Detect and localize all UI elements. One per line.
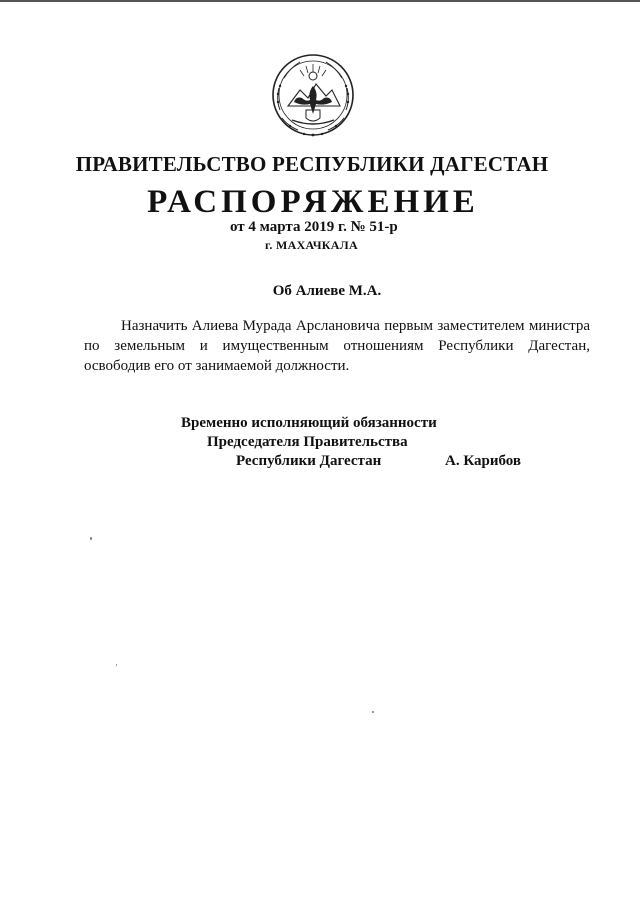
signature-position-line1: Временно исполняющий обязанности [181,415,437,431]
document-type-title: РАСПОРЯЖЕНИЕ [147,184,479,220]
scan-speck [90,537,92,540]
coat-of-arms-emblem [266,50,360,140]
page-top-edge [0,0,640,2]
signature-position-line3: Республики Дагестан [236,453,382,469]
scan-speck [372,711,374,713]
document-date-number: от 4 марта 2019 г. № 51-р [230,219,398,235]
document-body: Назначить Алиева Мурада Арслановича первым заместителем министра по земельным и имущественным отношениям Республики Дагестан, освободив его от занимаемой должности. [84,318,590,374]
government-title: ПРАВИТЕЛЬСТВО РЕСПУБЛИКИ ДАГЕСТАН [75,152,549,176]
document-subject: Об Алиеве М.А. [272,283,382,299]
document-place: г. МАХАЧКАЛА [265,238,358,252]
signature-position-line2: Председателя Правительства [207,434,408,450]
scan-speck [116,664,117,666]
signatory-name: А. Карибов [445,453,522,469]
